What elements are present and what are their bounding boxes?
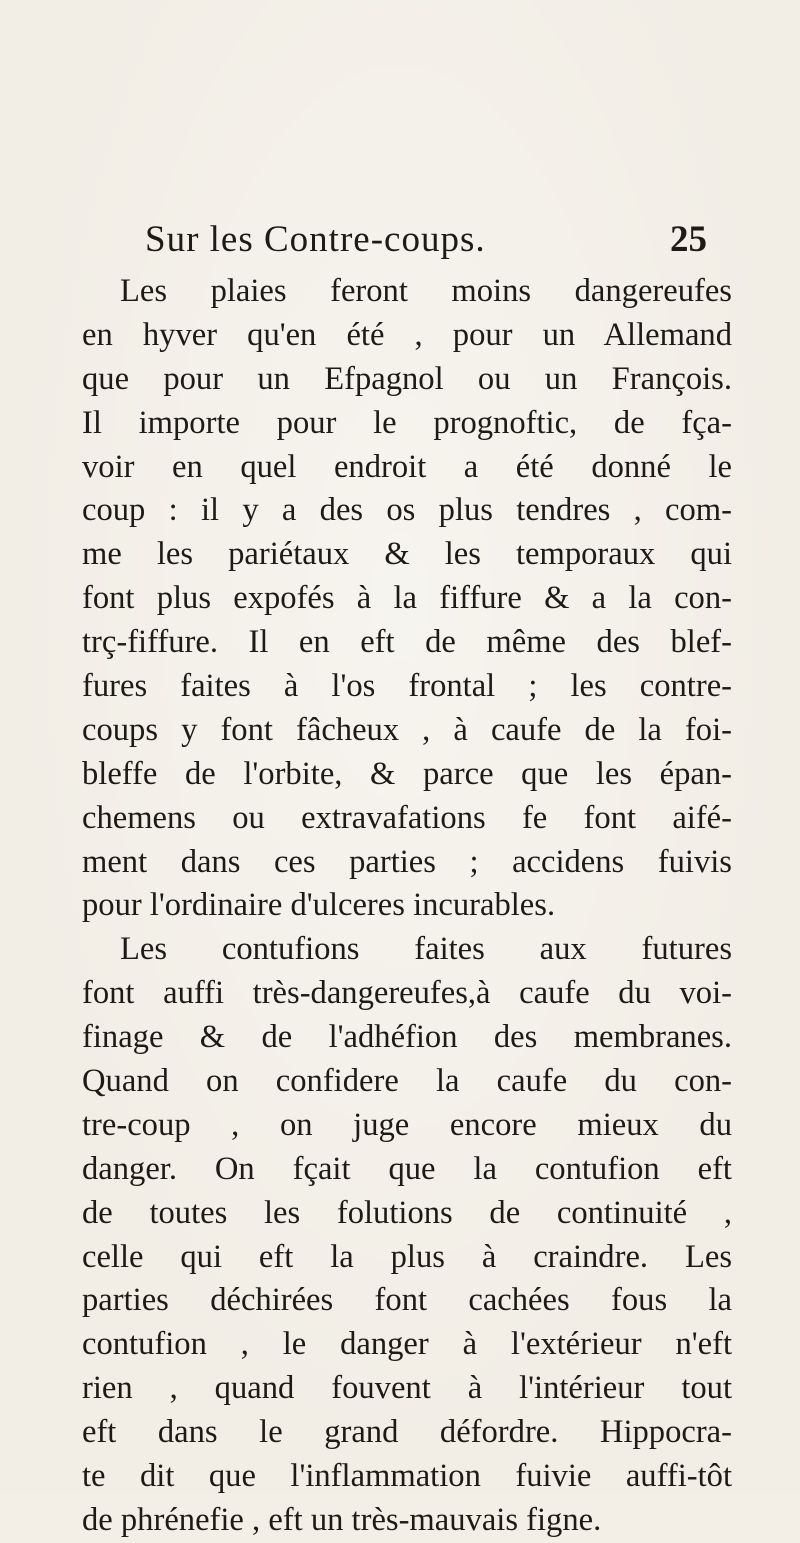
running-title: Sur les Contre-coups. — [145, 219, 486, 260]
text-line: ment dans ces parties ; accidens fuivis — [82, 843, 732, 880]
text-line: trç-fiffure. Il en eft de même des blef- — [82, 624, 732, 661]
text-line: celle qui eft la plus à craindre. Les — [82, 1238, 732, 1275]
text-line: Il importe pour le prognoftic, de fça- — [82, 404, 732, 441]
text-line: bleffe de l'orbite, & parce que les épan- — [82, 755, 732, 792]
text-line: que pour un Efpagnol ou un François. — [82, 360, 732, 397]
text-line: rien , quand fouvent à l'intérieur tout — [82, 1370, 732, 1407]
text-line: en hyver qu'en été , pour un Allemand — [82, 316, 732, 353]
text-line: de phrénefie , eft un très-mauvais figne. — [82, 1501, 602, 1538]
text-line: pour l'ordinaire d'ulceres incurables. — [82, 887, 556, 924]
text-line: me les pariétaux & les temporaux qui — [82, 536, 732, 573]
running-head — [145, 218, 707, 262]
page-number: 25 — [670, 219, 707, 260]
text-line: coups y font fâcheux , à caufe de la foi- — [82, 711, 732, 748]
text-line: Les contufions faites aux futures — [120, 931, 732, 968]
text-line: Quand on confidere la caufe du con- — [82, 1063, 732, 1100]
text-line: chemens ou extravafations fe font aifé- — [82, 799, 732, 836]
text-line: coup : il y a des os plus tendres , com- — [82, 492, 732, 529]
text-line: danger. On fçait que la contufion eft — [82, 1150, 732, 1187]
text-line: te dit que l'inflammation fuivie auffi-tôt — [82, 1458, 732, 1495]
text-line: finage & de l'adhéfion des membranes. — [82, 1019, 732, 1056]
text-line: fures faites à l'os frontal ; les contre- — [82, 668, 732, 705]
text-line: parties déchirées font cachées fous la — [82, 1282, 732, 1319]
text-line: de toutes les folutions de continuité , — [82, 1194, 732, 1231]
text-line: font auffi très-dangereufes,à caufe du voi- — [82, 975, 732, 1012]
text-line: contufion , le danger à l'extérieur n'eft — [82, 1326, 732, 1363]
text-line: eft dans le grand défordre. Hippocra- — [82, 1414, 732, 1451]
text-line: Les plaies feront moins dangereufes — [120, 273, 732, 309]
body-text — [82, 270, 782, 1543]
text-line: voir en quel endroit a été donné le — [82, 448, 732, 485]
text-line: tre-coup , on juge encore mieux du — [82, 1106, 732, 1143]
text-line: font plus expofés à la fiffure & a la con- — [82, 580, 732, 617]
